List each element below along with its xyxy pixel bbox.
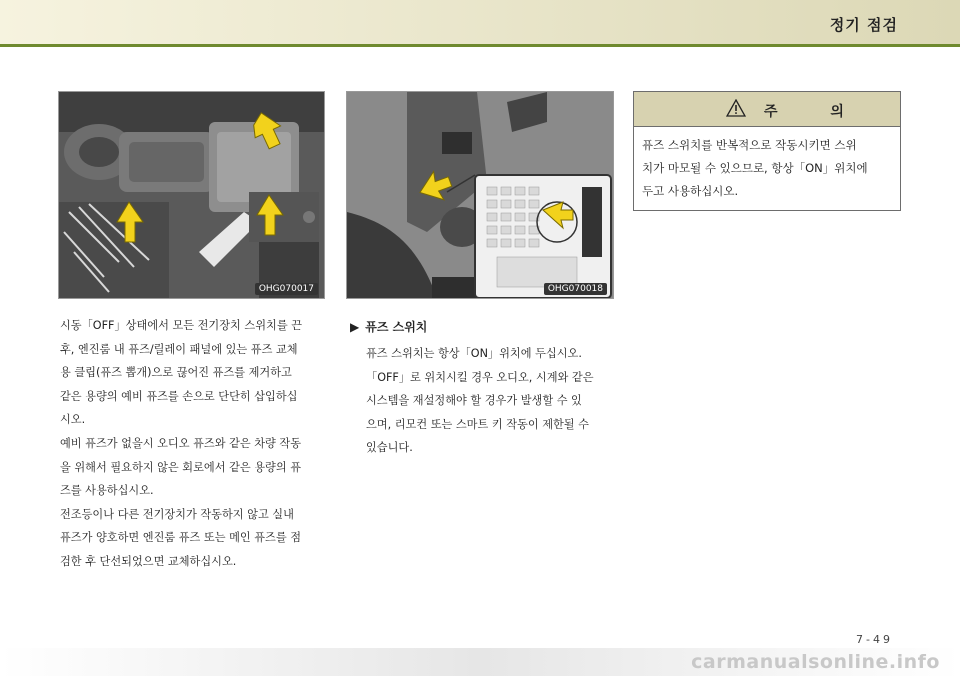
paragraph-line: 시스템을 재설정해야 할 경우가 발생할 수 있 bbox=[366, 394, 582, 408]
paragraph-line: 즈를 사용하십시오. bbox=[60, 484, 154, 498]
paragraph-line: 「OFF」로 위치시킬 경우 오디오, 시계와 같은 bbox=[366, 370, 594, 384]
fuse-replacement-instructions bbox=[60, 314, 326, 574]
caution-box bbox=[633, 91, 901, 211]
paragraph-line: 시동「OFF」상태에서 모든 전기장치 스위치를 끈 bbox=[60, 319, 302, 332]
warning-triangle-icon bbox=[726, 99, 746, 117]
interior-fuse-photo bbox=[346, 91, 614, 299]
paragraph-line: 후, 엔진룸 내 퓨즈/릴레이 패널에 있는 퓨즈 교체 bbox=[60, 342, 298, 356]
paragraph-line: 용 클립(퓨즈 뽑개)으로 끊어진 퓨즈를 제거하고 bbox=[60, 366, 292, 380]
page-number: 7-49 bbox=[856, 633, 893, 646]
fuse-switch-heading bbox=[350, 318, 427, 335]
caution-header bbox=[634, 92, 900, 127]
header-rule bbox=[0, 44, 960, 47]
paragraph-line: 퓨즈 스위치는 항상「ON」위치에 두십시오. bbox=[366, 347, 582, 360]
paragraph-line: 전조등이나 다른 전기장치가 작동하지 않고 실내 bbox=[60, 507, 294, 521]
paragraph-line: 시오. bbox=[60, 413, 86, 427]
interior-fuse-illustration bbox=[347, 92, 613, 298]
engine-room-illustration bbox=[59, 92, 324, 298]
photo-code-label: OHG070017 bbox=[255, 283, 318, 295]
paragraph-line: 같은 용량의 예비 퓨즈를 손으로 단단히 삽입하십 bbox=[60, 389, 298, 403]
page-section-title: 정기 점검 bbox=[829, 16, 898, 34]
caution-line: 퓨즈 스위치를 반복적으로 작동시키면 스위 bbox=[642, 138, 857, 152]
caution-line: 치가 마모될 수 있으므로, 항상「ON」위치에 bbox=[642, 161, 868, 175]
fuse-switch-description bbox=[366, 342, 614, 460]
photo-code-label: OHG070018 bbox=[544, 283, 607, 295]
paragraph-line: 있습니다. bbox=[366, 441, 413, 455]
header-bar bbox=[0, 0, 960, 44]
paragraph-line: 을 위해서 필요하지 않은 회로에서 같은 용량의 퓨 bbox=[60, 460, 302, 474]
caution-title: 주 의 bbox=[764, 104, 868, 120]
watermark-text: carmanualsonline.info bbox=[691, 651, 940, 673]
paragraph-line: 예비 퓨즈가 없을시 오디오 퓨즈와 같은 차량 작동 bbox=[60, 436, 302, 450]
triangle-bullet-icon: ▶ bbox=[350, 320, 360, 334]
caution-line: 두고 사용하십시오. bbox=[642, 184, 739, 198]
fuse-switch-title: 퓨즈 스위치 bbox=[365, 320, 428, 334]
paragraph-line: 퓨즈가 양호하면 엔진룸 퓨즈 또는 메인 퓨즈를 점 bbox=[60, 531, 302, 545]
paragraph-line: 검한 후 단선되었으면 교체하십시오. bbox=[60, 554, 237, 568]
engine-room-photo bbox=[58, 91, 325, 299]
caution-body bbox=[634, 127, 900, 203]
paragraph-line: 으며, 리모컨 또는 스마트 키 작동이 제한될 수 bbox=[366, 417, 589, 431]
